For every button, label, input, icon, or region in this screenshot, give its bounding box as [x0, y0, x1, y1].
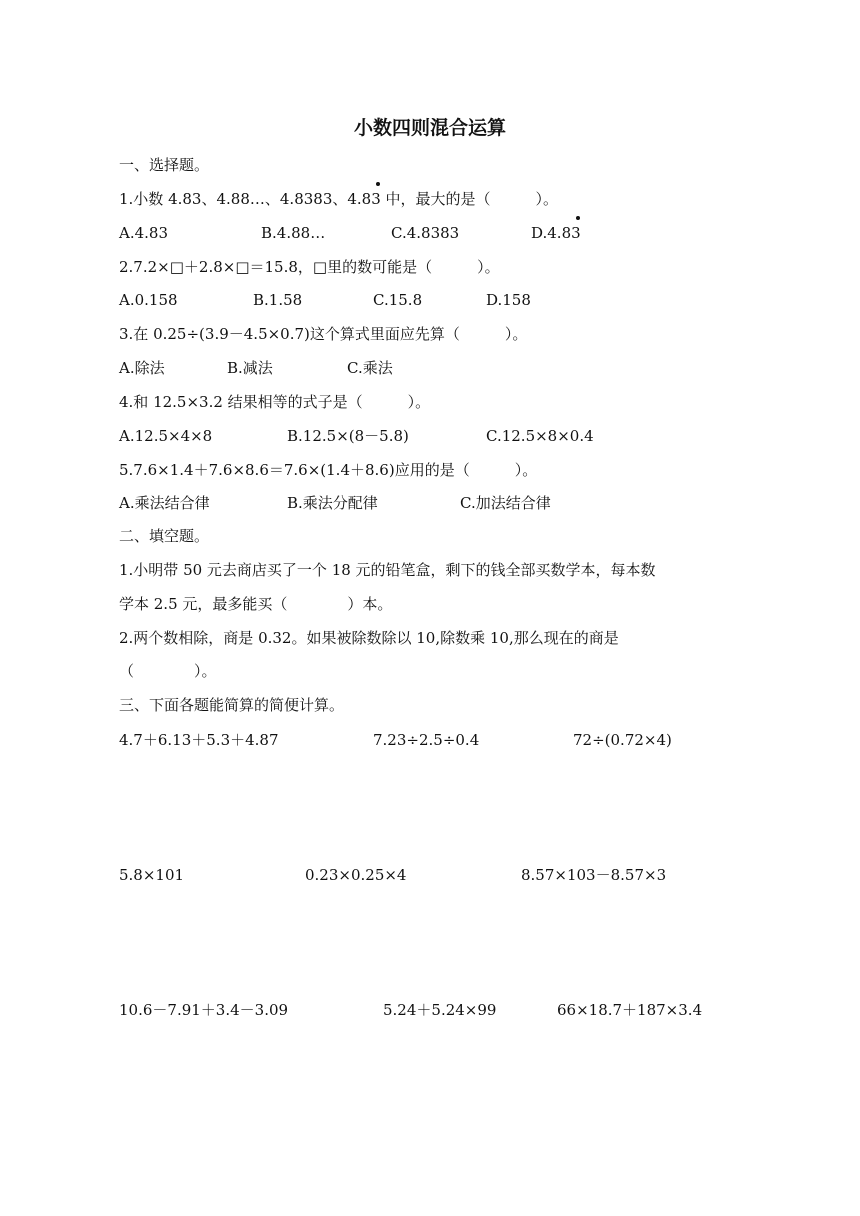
- option-c: C.乘法: [347, 359, 393, 377]
- repeating-dot-icon: [376, 182, 380, 186]
- option-c: C.4.8383: [391, 224, 460, 242]
- option-a: A.除法: [119, 359, 165, 377]
- option-a: A.0.158: [119, 291, 178, 309]
- calc-problem: 5.8×101: [119, 866, 185, 884]
- calc-problem: 5.24＋5.24×99: [383, 1001, 497, 1019]
- option-c: C.12.5×8×0.4: [486, 427, 594, 445]
- option-b: B.12.5×(8－5.8): [287, 427, 409, 445]
- question-1-5: 5.7.6×1.4＋7.6×8.6＝7.6×(1.4＋8.6)应用的是（ ）。: [119, 461, 538, 479]
- question-2-1: 1.小明带 50 元去商店买了一个 18 元的铅笔盒，剩下的钱全部买数学本，每本数: [119, 561, 656, 579]
- question-1-4: 4.和 12.5×3.2 结果相等的式子是（ ）。: [119, 393, 431, 411]
- repeating-digit: 3: [371, 189, 381, 209]
- calc-problem: 4.7＋6.13＋5.3＋4.87: [119, 731, 279, 749]
- section3-heading: 三、下面各题能简算的简便计算。: [119, 696, 345, 714]
- option-a: A.乘法结合律: [119, 494, 210, 512]
- calc-problem: 10.6－7.91＋3.4－3.09: [119, 1001, 289, 1019]
- question-2-2: 2.两个数相除，商是 0.32。如果被除数除以 10,除数乘 10,那么现在的商是: [119, 629, 619, 647]
- option-a: A.12.5×4×8: [119, 427, 213, 445]
- option-b: B.1.58: [253, 291, 303, 309]
- question-1-1: [119, 189, 558, 209]
- option-c: C.15.8: [373, 291, 423, 309]
- question-text-suffix: 中，最大的是（ ）。: [380, 190, 559, 208]
- question-text: 1.小数 4.83、4.88…、4.8383、4.8: [119, 190, 372, 208]
- repeating-dot-icon: [576, 216, 580, 220]
- option-a: A.4.83: [119, 224, 168, 242]
- section1-heading: 一、选择题。: [119, 156, 210, 174]
- question-2-1-cont: 学本 2.5 元，最多能买（ ）本。: [119, 595, 393, 613]
- option-d: D.158: [486, 291, 531, 309]
- page-title: 小数四则混合运算: [353, 117, 506, 139]
- calc-problem: 0.23×0.25×4: [305, 866, 407, 884]
- repeating-digit: 3: [571, 223, 581, 243]
- calc-problem: 72÷(0.72×4): [573, 731, 672, 749]
- section2-heading: 二、填空题。: [119, 527, 210, 545]
- question-1-3: 3.在 0.25÷(3.9－4.5×0.7)这个算式里面应先算（ ）。: [119, 325, 528, 343]
- option-b: B.减法: [227, 359, 273, 377]
- question-1-2: 2.7.2×□＋2.8×□＝15.8，□里的数可能是（ ）。: [119, 258, 500, 276]
- calc-problem: 8.57×103－8.57×3: [521, 866, 667, 884]
- calc-problem: 7.23÷2.5÷0.4: [373, 731, 480, 749]
- calc-problem: 66×18.7＋187×3.4: [557, 1001, 703, 1019]
- option-d: D.4.83: [531, 223, 581, 243]
- option-c: C.加法结合律: [460, 494, 551, 512]
- option-b: B.乘法分配律: [287, 494, 378, 512]
- question-2-2-cont: （ ）。: [119, 662, 217, 680]
- option-b: B.4.88…: [261, 224, 326, 242]
